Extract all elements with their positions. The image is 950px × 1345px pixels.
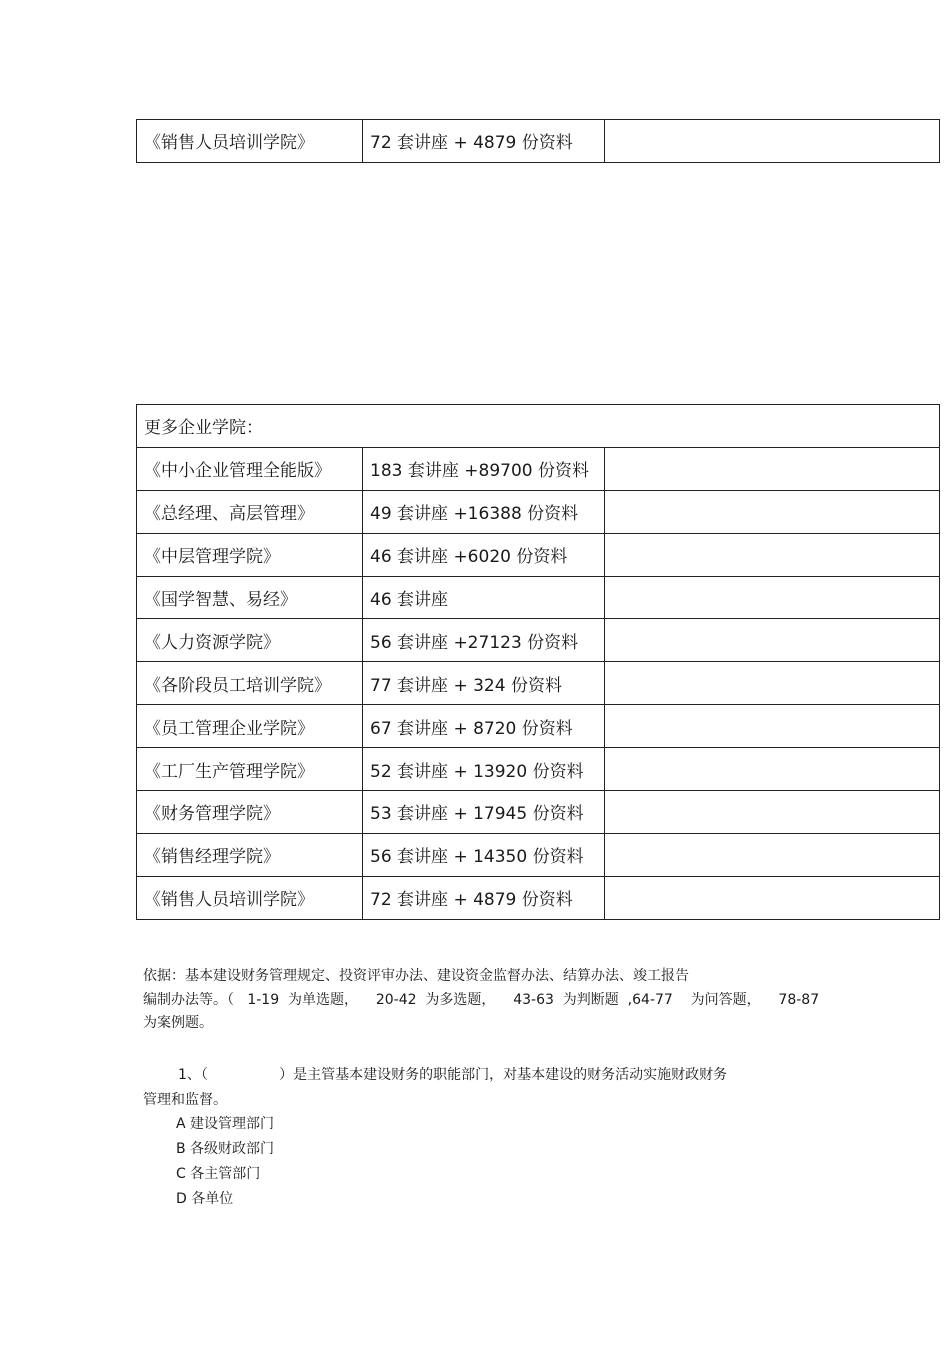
course-name-cell: 《工厂生产管理学院》 xyxy=(137,748,363,791)
more-academies-table xyxy=(136,404,940,920)
table-row xyxy=(137,833,940,876)
top-table xyxy=(136,119,940,163)
course-name-cell: 《国学智慧、易经》 xyxy=(137,576,363,619)
question-text: 1、（ ）是主管基本建设财务的职能部门，对基本建设的财务活动实施财政财务 xyxy=(178,1067,728,1083)
empty-cell xyxy=(605,791,940,834)
course-name-cell: 《销售经理学院》 xyxy=(137,833,363,876)
course-name-cell: 《财务管理学院》 xyxy=(137,791,363,834)
basis-notes xyxy=(143,965,823,1036)
empty-cell xyxy=(605,705,940,748)
empty-cell xyxy=(605,576,940,619)
option-c: C 各主管部门 xyxy=(176,1166,261,1182)
course-content-cell: 56 套讲座 + 14350 份资料 xyxy=(363,833,605,876)
table-row xyxy=(137,705,940,748)
question-1 xyxy=(143,1063,823,1212)
table-row xyxy=(137,876,940,919)
table-row xyxy=(137,791,940,834)
course-content-cell: 72 套讲座 + 4879 份资料 xyxy=(363,876,605,919)
table-body xyxy=(137,447,940,919)
course-content-cell: 67 套讲座 + 8720 份资料 xyxy=(363,705,605,748)
table-row xyxy=(137,748,940,791)
table-header-row xyxy=(137,405,940,448)
course-name-cell: 《人力资源学院》 xyxy=(137,619,363,662)
table-row xyxy=(137,120,940,163)
course-name-cell: 《中小企业管理全能版》 xyxy=(137,447,363,490)
empty-cell xyxy=(605,447,940,490)
option-b: B 各级财政部门 xyxy=(176,1141,275,1157)
empty-cell xyxy=(605,662,940,705)
course-content-cell: 53 套讲座 + 17945 份资料 xyxy=(363,791,605,834)
course-content-cell: 183 套讲座 +89700 份资料 xyxy=(363,447,605,490)
table-row xyxy=(137,576,940,619)
notes-line: 为案例题。 xyxy=(143,1015,213,1031)
empty-cell xyxy=(605,490,940,533)
course-name-cell: 《中层管理学院》 xyxy=(137,533,363,576)
empty-cell xyxy=(605,533,940,576)
course-content-cell: 77 套讲座 + 324 份资料 xyxy=(363,662,605,705)
course-content-cell: 72 套讲座 + 4879 份资料 xyxy=(363,120,605,163)
table-row xyxy=(137,490,940,533)
question-text-continued: 管理和监督。 xyxy=(143,1091,227,1108)
course-name-cell: 《员工管理企业学院》 xyxy=(137,705,363,748)
course-content-cell: 46 套讲座 +6020 份资料 xyxy=(363,533,605,576)
option-d: D 各单位 xyxy=(176,1191,234,1207)
empty-cell xyxy=(605,619,940,662)
table-header-cell: 更多企业学院： xyxy=(137,405,940,448)
table-row xyxy=(137,533,940,576)
course-name-cell: 《各阶段员工培训学院》 xyxy=(137,662,363,705)
notes-line: 编制办法等。（ 1-19 为单选题， 20-42 为多选题， 43-63 为判断题 ,64-77 为问答题， 78-87 xyxy=(143,991,820,1008)
course-content-cell: 46 套讲座 xyxy=(363,576,605,619)
empty-cell xyxy=(605,876,940,919)
option-a: A 建设管理部门 xyxy=(176,1116,275,1132)
empty-cell xyxy=(605,748,940,791)
course-name-cell: 《销售人员培训学院》 xyxy=(137,120,363,163)
empty-cell xyxy=(605,833,940,876)
course-content-cell: 52 套讲座 + 13920 份资料 xyxy=(363,748,605,791)
course-name-cell: 《销售人员培训学院》 xyxy=(137,876,363,919)
table-row xyxy=(137,619,940,662)
notes-line: 依据：基本建设财务管理规定、投资评审办法、建设资金监督办法、结算办法、竣工报告 xyxy=(143,968,689,984)
empty-cell xyxy=(605,120,940,163)
course-name-cell: 《总经理、高层管理》 xyxy=(137,490,363,533)
table-row xyxy=(137,662,940,705)
course-content-cell: 56 套讲座 +27123 份资料 xyxy=(363,619,605,662)
table-row xyxy=(137,447,940,490)
course-content-cell: 49 套讲座 +16388 份资料 xyxy=(363,490,605,533)
